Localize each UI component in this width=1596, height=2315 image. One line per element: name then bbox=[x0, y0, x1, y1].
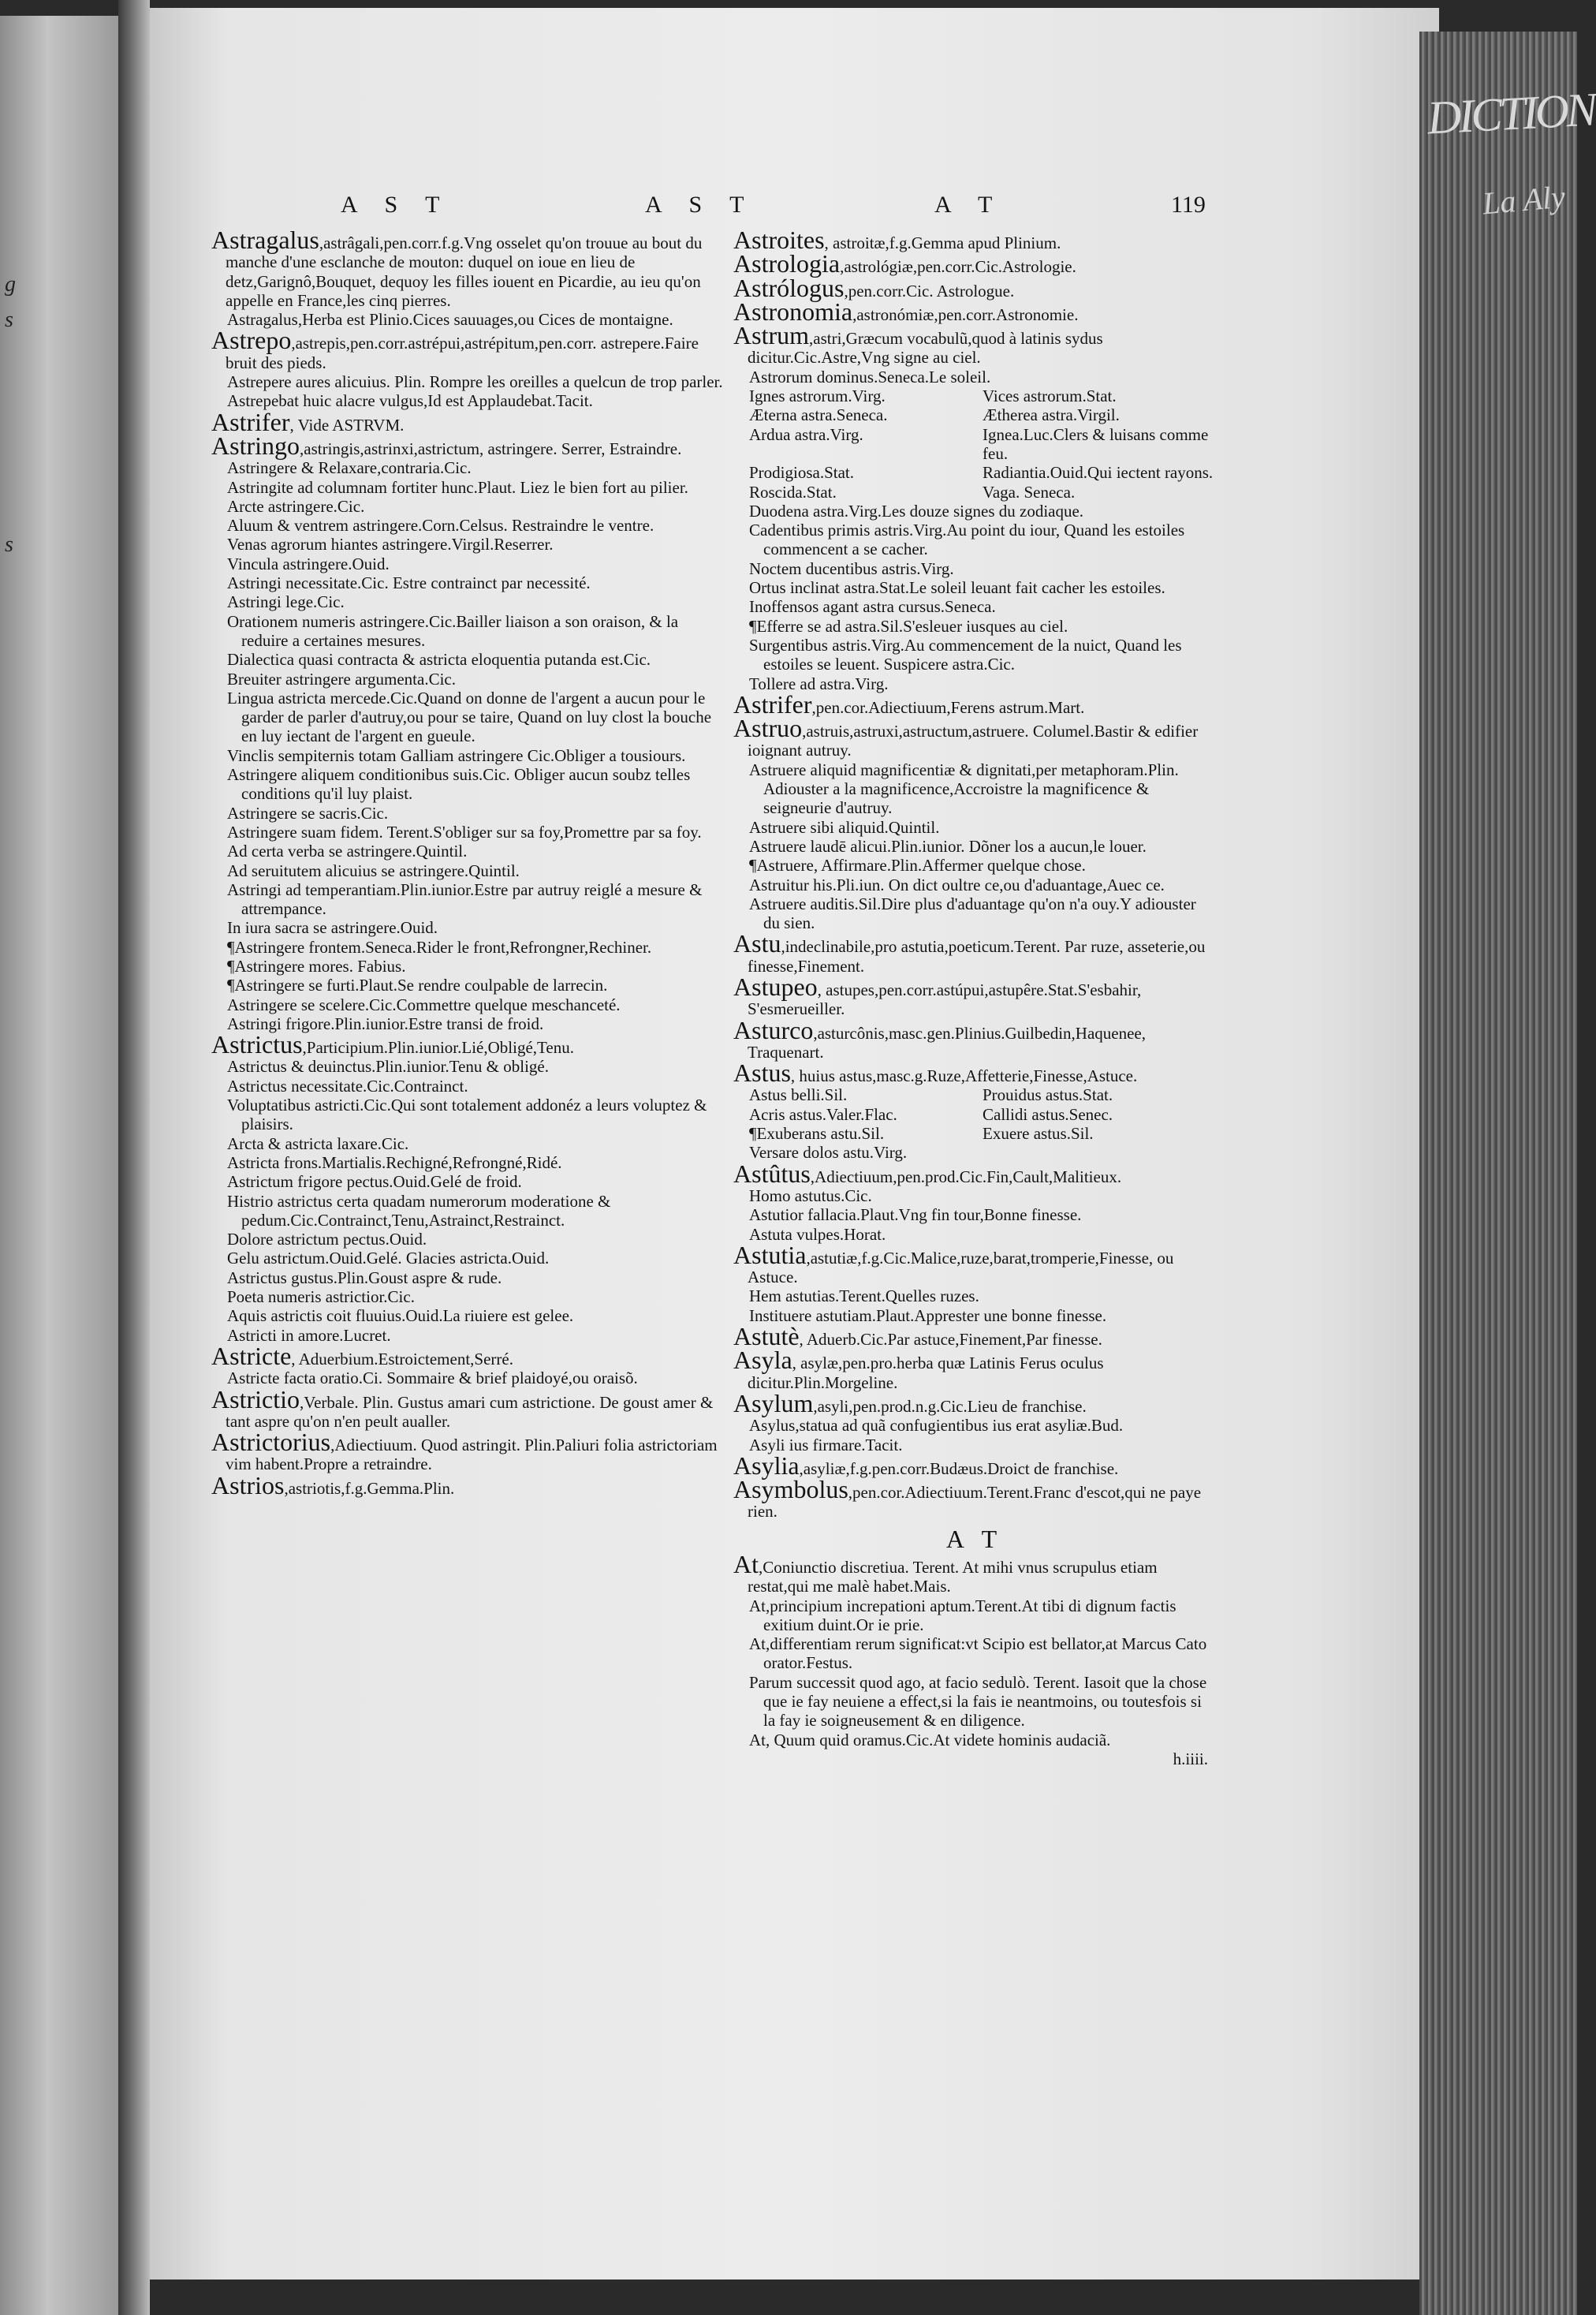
dictionary-subentry: Astrepere aures alicuius. Plin. Rompre les oreilles a quelcun de trop parler. bbox=[227, 372, 723, 392]
headword: Astrólogus bbox=[733, 273, 845, 302]
dictionary-subentry: Ad certa verba se astringere.Quintil. bbox=[227, 842, 468, 861]
dictionary-entry: Astus, huius astus,masc.g.Ruze,Affetterie,Finesse,Astuce. bbox=[733, 1059, 1138, 1088]
left-page-letter: g bbox=[5, 272, 16, 297]
headword: Astricte bbox=[211, 1341, 292, 1370]
dictionary-subentry: Asylus,statua ad quã confugientibus ius erat asyliæ.Bud. bbox=[749, 1416, 1124, 1436]
dictionary-subentry: Histrio astrictus certa quadam numerorum moderatione & pedum.Cic.Contrainct,Tenu,Astrainct,Restrainct. bbox=[227, 1191, 611, 1230]
dictionary-entry: Asylia,asyliæ,f.g.pen.corr.Budæus.Droict de franchise. bbox=[733, 1451, 1119, 1480]
headword: Astrifer bbox=[211, 407, 290, 436]
dictionary-entry: Astûtus,Adiectiuum,pen.prod.Cic.Fin,Cault,Malitieux. bbox=[733, 1159, 1122, 1188]
edge-label: DICTION bbox=[1426, 83, 1596, 144]
headword: Astrepo bbox=[211, 326, 292, 355]
dictionary-subentry: Astrictus necessitate.Cic.Contrainct. bbox=[227, 1076, 468, 1096]
dictionary-subentry: Tollere ad astra.Virg. bbox=[749, 674, 889, 693]
signature-mark: h.iiii. bbox=[1173, 1749, 1208, 1768]
headword: Astutè bbox=[733, 1322, 800, 1351]
left-page-letter: s bbox=[5, 308, 13, 332]
citation: Prodigiosa.Stat. bbox=[749, 463, 855, 483]
dictionary-subentry: ¶Astringere mores. Fabius. bbox=[227, 956, 406, 976]
paired-citations bbox=[733, 425, 1216, 464]
dictionary-subentry: At,principium increpationi aptum.Terent.At tibi di dignum factis exitium duint.Or ie prie. bbox=[749, 1596, 1176, 1634]
dictionary-subentry: In iura sacra se astringere.Ouid. bbox=[227, 918, 438, 938]
dictionary-subentry: Inoffensos agant astra cursus.Seneca. bbox=[749, 597, 996, 617]
dictionary-subentry: Astringere aliquem conditionibus suis.Cic. Obliger aucun soubz telles conditions qu'il luy plaist. bbox=[227, 765, 691, 804]
dictionary-subentry: Astricte facta oratio.Ci. Sommaire & brief plaidoyé,ou oraisõ. bbox=[227, 1368, 638, 1388]
dictionary-subentry: Vincula astringere.Ouid. bbox=[227, 554, 390, 573]
dictionary-subentry: Aluum & ventrem astringere.Corn.Celsus. Restraindre le ventre. bbox=[227, 516, 654, 536]
dictionary-subentry: Astringere & Relaxare,contraria.Cic. bbox=[227, 458, 472, 478]
paired-citations bbox=[733, 386, 1216, 405]
dictionary-subentry: Dolore astrictum pectus.Ouid. bbox=[227, 1230, 427, 1249]
citation: Ætherea astra.Virgil. bbox=[983, 405, 1120, 425]
headword: Astroites bbox=[733, 226, 825, 254]
dictionary-subentry: Astringi necessitate.Cic. Estre contrainct par necessité. bbox=[227, 573, 591, 593]
dictionary-subentry: Cadentibus primis astris.Virg.Au point du iour, Quand les estoiles commencent a se cacher. bbox=[749, 521, 1185, 559]
headword: At bbox=[733, 1550, 759, 1578]
citation: Exuere astus.Sil. bbox=[983, 1124, 1094, 1144]
citation: Ardua astra.Virg. bbox=[749, 424, 863, 444]
paired-citations bbox=[733, 483, 1216, 502]
dictionary-subentry: Gelu astrictum.Ouid.Gelé. Glacies astricta.Ouid. bbox=[227, 1249, 550, 1268]
headword: Asylia bbox=[733, 1451, 800, 1480]
citation: Ignes astrorum.Virg. bbox=[749, 386, 886, 406]
dictionary-entry: Astroites, astroitæ,f.g.Gemma apud Plinium. bbox=[733, 226, 1061, 254]
edge-label-2: La Aly bbox=[1481, 178, 1567, 222]
dictionary-subentry: Poeta numeris astrictior.Cic. bbox=[227, 1287, 415, 1307]
dictionary-entry: Astrictus,Participium.Plin.iunior.Lié,Obligé,Tenu. bbox=[211, 1030, 574, 1059]
headword: Astringo bbox=[211, 431, 300, 460]
running-head-left: A S T bbox=[341, 192, 451, 218]
dictionary-entry: At,Coniunctio discretiua. Terent. At mihi vnus scrupulus etiam restat,qui me malè habet.Mais. bbox=[733, 1550, 1158, 1596]
book-gutter bbox=[118, 0, 150, 2315]
dictionary-subentry: Duodena astra.Virg.Les douze signes du zodiaque. bbox=[749, 501, 1084, 521]
paired-citations bbox=[733, 1085, 1216, 1104]
dictionary-subentry: Lingua astricta mercede.Cic.Quand on donne de l'argent a aucun pour le garder de parler d'autruy,ou pour se taire, Quand on luy clost la bouche en luy iectant de l'argent en gueule. bbox=[227, 688, 712, 746]
dictionary-subentry: Homo astutus.Cic. bbox=[749, 1186, 872, 1205]
dictionary-subentry: ¶Astringere frontem.Seneca.Rider le front,Refrongner,Rechiner. bbox=[227, 937, 652, 957]
headword: Astrios bbox=[211, 1470, 285, 1499]
headword: Astutia bbox=[733, 1240, 807, 1269]
dictionary-subentry: Astruere sibi aliquid.Quintil. bbox=[749, 817, 940, 837]
paired-citations bbox=[733, 1105, 1216, 1124]
headword: Asturco bbox=[733, 1015, 814, 1044]
citation: Acris astus.Valer.Flac. bbox=[749, 1104, 897, 1124]
dictionary-entry: Asyla, asylæ,pen.pro.herba quæ Latinis Ferus oculus dicitur.Plin.Morgeline. bbox=[733, 1346, 1104, 1392]
paired-citations bbox=[733, 405, 1216, 424]
dictionary-subentry: Astrictus & deuinctus.Plin.iunior.Tenu & obligé. bbox=[227, 1057, 550, 1077]
headword: Astu bbox=[733, 929, 781, 958]
page-edges bbox=[1419, 32, 1577, 2315]
headword: Astûtus bbox=[733, 1159, 811, 1188]
dictionary-entry: Astrum,astri,Græcum vocabulũ,quod à latinis sydus dicitur.Cic.Astre,Vng signe au ciel. bbox=[733, 321, 1103, 368]
headword: Asylum bbox=[733, 1388, 814, 1417]
dictionary-subentry: At,differentiam rerum significat:vt Scipio est bellator,at Marcus Cato orator.Festus. bbox=[749, 1634, 1207, 1673]
dictionary-subentry: Astragalus,Herba est Plinio.Cices sauuages,ou Cices de montaigne. bbox=[227, 310, 673, 330]
dictionary-subentry: ¶Efferre se ad astra.Sil.S'esleuer iusques au ciel. bbox=[749, 616, 1068, 636]
headword: Astrictio bbox=[211, 1384, 300, 1413]
dictionary-entry: Astruo,astruis,astruxi,astructum,astruere. Columel.Bastir & edifier ioignant autruy. bbox=[733, 714, 1199, 760]
citation: Vaga. Seneca. bbox=[983, 482, 1076, 502]
dictionary-subentry: Venas agrorum hiantes astringere.Virgil.Reserrer. bbox=[227, 535, 554, 554]
dictionary-entry: Astutè, Aduerb.Cic.Par astuce,Finement,Par finesse. bbox=[733, 1322, 1102, 1351]
paired-citations bbox=[733, 463, 1216, 482]
dictionary-subentry: Astringi frigore.Plin.iunior.Estre transi de froid. bbox=[227, 1014, 544, 1033]
dictionary-subentry: Astrorum dominus.Seneca.Le soleil. bbox=[749, 367, 991, 386]
dictionary-subentry: Parum successit quod ago, at facio sedulò. Terent. Iasoit que la chose que ie fay neuiene a effect,si la fais ie neantmoins, ou toutesfois si la fay ie soigneusement & en diligence. bbox=[749, 1672, 1207, 1731]
dictionary-subentry: Astrictus gustus.Plin.Goust aspre & rude. bbox=[227, 1268, 502, 1287]
citation: Astus belli.Sil. bbox=[749, 1085, 848, 1105]
dictionary-subentry: Voluptatibus astricti.Cic.Qui sont totalement addonéz a leurs voluptez & plaisirs. bbox=[227, 1096, 707, 1134]
headword: Astus bbox=[733, 1059, 791, 1088]
dictionary-subentry: ¶Astruere, Affirmare.Plin.Affermer quelque chose. bbox=[749, 856, 1086, 876]
dictionary-entry: Astrólogus,pen.corr.Cic. Astrologue. bbox=[733, 273, 1015, 302]
section-heading: A T bbox=[945, 1524, 1004, 1553]
dictionary-subentry: Vinclis sempiternis totam Galliam astringere Cic.Obliger a tousiours. bbox=[227, 745, 686, 765]
headword: Astrifer bbox=[733, 689, 812, 719]
citation: ¶Exuberans astu.Sil. bbox=[749, 1124, 885, 1144]
dictionary-entry: Astrifer,pen.cor.Adiectiuum,Ferens astrum.Mart. bbox=[733, 689, 1085, 719]
dictionary-subentry: Astricti in amore.Lucret. bbox=[227, 1325, 391, 1345]
dictionary-entry: Astragalus,astrâgali,pen.corr.f.g.Vng osselet qu'on trouue au bout du manche d'une esclanche de mouton: duquel on ioue en lieu de detz,Garignô,Bouquet, dequoy les filles iouent en Picardie, au ieu qu'on appelle en France,les cinq pierres. bbox=[211, 226, 703, 310]
dictionary-subentry: Astringere suam fidem. Terent.S'obliger sur sa foy,Promettre par sa foy. bbox=[227, 822, 702, 842]
dictionary-entry: Astrios,astriotis,f.g.Gemma.Plin. bbox=[211, 1470, 455, 1499]
running-head bbox=[0, 192, 1577, 223]
citation: Prouidus astus.Stat. bbox=[983, 1085, 1113, 1105]
dictionary-subentry: Astringere se sacris.Cic. bbox=[227, 803, 389, 823]
dictionary-entry: Asymbolus,pen.cor.Adiectiuum.Terent.Franc d'escot,qui ne paye rien. bbox=[733, 1475, 1202, 1522]
dictionary-subentry: ¶Astringere se furti.Plaut.Se rendre coulpable de larrecin. bbox=[227, 976, 608, 995]
dictionary-subentry: Instituere astutiam.Plaut.Apprester une bonne finesse. bbox=[749, 1305, 1107, 1325]
dictionary-subentry: Dialectica quasi contracta & astricta eloquentia putanda est.Cic. bbox=[227, 650, 651, 670]
dictionary-entry: Astrifer, Vide ASTRVM. bbox=[211, 407, 405, 436]
dictionary-entry: Astrepo,astrepis,pen.corr.astrépui,astrépitum,pen.corr. astrepere.Faire bruit des pieds. bbox=[211, 326, 699, 372]
citation: Vices astrorum.Stat. bbox=[983, 386, 1117, 406]
dictionary-subentry: Arcte astringere.Cic. bbox=[227, 496, 365, 516]
paired-citations bbox=[733, 1124, 1216, 1143]
dictionary-subentry: Noctem ducentibus astris.Virg. bbox=[749, 558, 954, 578]
headword: Astronomia bbox=[733, 297, 853, 326]
dictionary-entry: Astrologia,astrológiæ,pen.corr.Cic.Astrologie. bbox=[733, 249, 1076, 278]
headword: Astrictorius bbox=[211, 1428, 331, 1457]
left-page-letter: s bbox=[5, 532, 13, 557]
dictionary-subentry: Asyli ius firmare.Tacit. bbox=[749, 1435, 903, 1454]
dictionary-subentry: Arcta & astricta laxare.Cic. bbox=[227, 1133, 409, 1153]
dictionary-subentry: Astringite ad columnam fortiter hunc.Plaut. Liez le bien fort au pilier. bbox=[227, 477, 688, 497]
citation: Roscida.Stat. bbox=[749, 482, 837, 502]
headword: Astragalus bbox=[211, 226, 319, 254]
headword: Astrum bbox=[733, 321, 809, 350]
dictionary-subentry: At, Quum quid oramus.Cic.At videte hominis audaciã. bbox=[749, 1730, 1111, 1749]
headword: Astruo bbox=[733, 714, 803, 743]
headword: Astrologia bbox=[733, 249, 841, 278]
dictionary-subentry: Astricta frons.Martialis.Rechigné,Refrongné,Ridé. bbox=[227, 1152, 562, 1172]
dictionary-subentry: Breuiter astringere argumenta.Cic. bbox=[227, 669, 457, 689]
dictionary-subentry: Astruere auditis.Sil.Dire plus d'aduantage qu'on n'a ouy.Y adiouster du sien. bbox=[749, 894, 1196, 933]
dictionary-subentry: Astruere laudē alicui.Plin.iunior. Dõner los a aucun,le louer. bbox=[749, 836, 1147, 856]
citation: Radiantia.Ouid.Qui iectent rayons. bbox=[983, 463, 1214, 483]
citation: Ignea.Luc.Clers & luisans comme feu. bbox=[983, 424, 1209, 463]
dictionary-subentry: Aquis astrictis coit fluuius.Ouid.La riuiere est gelee. bbox=[227, 1306, 574, 1326]
headword: Asymbolus bbox=[733, 1475, 848, 1504]
dictionary-subentry: Ad seruitutem alicuius se astringere.Quintil. bbox=[227, 861, 520, 880]
dictionary-subentry: Astringi ad temperantiam.Plin.iunior.Estre par autruy reiglé a mesure & attrempance. bbox=[227, 879, 703, 919]
dictionary-entry: Astutia,astutiæ,f.g.Cic.Malice,ruze,barat,tromperie,Finesse, ou Astuce. bbox=[733, 1240, 1174, 1287]
dictionary-subentry: Versare dolos astu.Virg. bbox=[749, 1143, 908, 1163]
dictionary-subentry: Surgentibus astris.Virg.Au commencement de la nuict, Quand les estoiles se leuent. Suspicere astra.Cic. bbox=[749, 635, 1182, 674]
dictionary-subentry: Astringi lege.Cic. bbox=[227, 592, 345, 612]
dictionary-entry: Astrictorius,Adiectiuum. Quod astringit. Plin.Paliuri folia astrictoriam vim habent.Propre a retraindre. bbox=[211, 1428, 718, 1474]
dictionary-entry: Astronomia,astronómiæ,pen.corr.Astronomie. bbox=[733, 297, 1079, 326]
dictionary-subentry: Astringere se scelere.Cic.Commettre quelque meschanceté. bbox=[227, 995, 621, 1014]
dictionary-entry: Astupeo, astupes,pen.corr.astúpui,astupêre.Stat.S'esbahir, S'esmerueiller. bbox=[733, 972, 1142, 1019]
citation: Æterna astra.Seneca. bbox=[749, 405, 888, 425]
dictionary-subentry: Astruere aliquid magnificentiæ & dignitati,per metaphoram.Plin. Adiouster a la magnificence,Accroistre la magnificence & seigneurie d'autruy. bbox=[749, 760, 1179, 818]
dictionary-entry: Astricte, Aduerbium.Estroictement,Serré. bbox=[211, 1341, 513, 1370]
right-column bbox=[733, 226, 1216, 1768]
running-head-center-right: A T bbox=[934, 192, 1004, 218]
dictionary-subentry: Orationem numeris astringere.Cic.Bailler liaison a son oraison, & la reduire a certaines mesures. bbox=[227, 611, 679, 650]
dictionary-subentry: Astrepebat huic alacre vulgus,Id est Applaudebat.Tacit. bbox=[227, 391, 593, 411]
running-head-center-left: A S T bbox=[645, 192, 755, 218]
dictionary-entry: Astringo,astringis,astrinxi,astrictum, astringere. Serrer, Estraindre. bbox=[211, 431, 682, 460]
dictionary-entry: Astrictio,Verbale. Plin. Gustus amari cum astrictione. De goust amer & tant aspre qu'on n'en peult aualler. bbox=[211, 1384, 714, 1431]
dictionary-subentry: Hem astutias.Terent.Quelles ruzes. bbox=[749, 1286, 979, 1306]
headword: Asyla bbox=[733, 1346, 792, 1375]
dictionary-subentry: Astutior fallacia.Plaut.Vng fin tour,Bonne finesse. bbox=[749, 1205, 1082, 1225]
citation: Callidi astus.Senec. bbox=[983, 1104, 1113, 1124]
dictionary-entry: Asylum,asyli,pen.prod.n.g.Cic.Lieu de franchise. bbox=[733, 1388, 1087, 1417]
left-page-fragment bbox=[0, 16, 118, 2315]
page-number: 119 bbox=[1171, 192, 1206, 218]
dictionary-entry: Asturco,asturcônis,masc.gen.Plinius.Guilbedin,Haquenee, Traquenart. bbox=[733, 1015, 1146, 1062]
dictionary-subentry: Astruitur his.Pli.iun. On dict oultre ce,ou d'aduantage,Auec ce. bbox=[749, 875, 1165, 894]
left-column bbox=[211, 226, 728, 1499]
headword: Astupeo bbox=[733, 972, 818, 1001]
headword: Astrictus bbox=[211, 1030, 303, 1059]
dictionary-entry: Astu,indeclinabile,pro astutia,poeticum.Terent. Par ruze, asseterie,ou finesse,Finement. bbox=[733, 929, 1206, 976]
dictionary-subentry: Astuta vulpes.Horat. bbox=[749, 1224, 886, 1244]
dictionary-subentry: Ortus inclinat astra.Stat.Le soleil leuant fait cacher les estoiles. bbox=[749, 578, 1165, 598]
dictionary-subentry: Astrictum frigore pectus.Ouid.Gelé de froid. bbox=[227, 1172, 522, 1192]
